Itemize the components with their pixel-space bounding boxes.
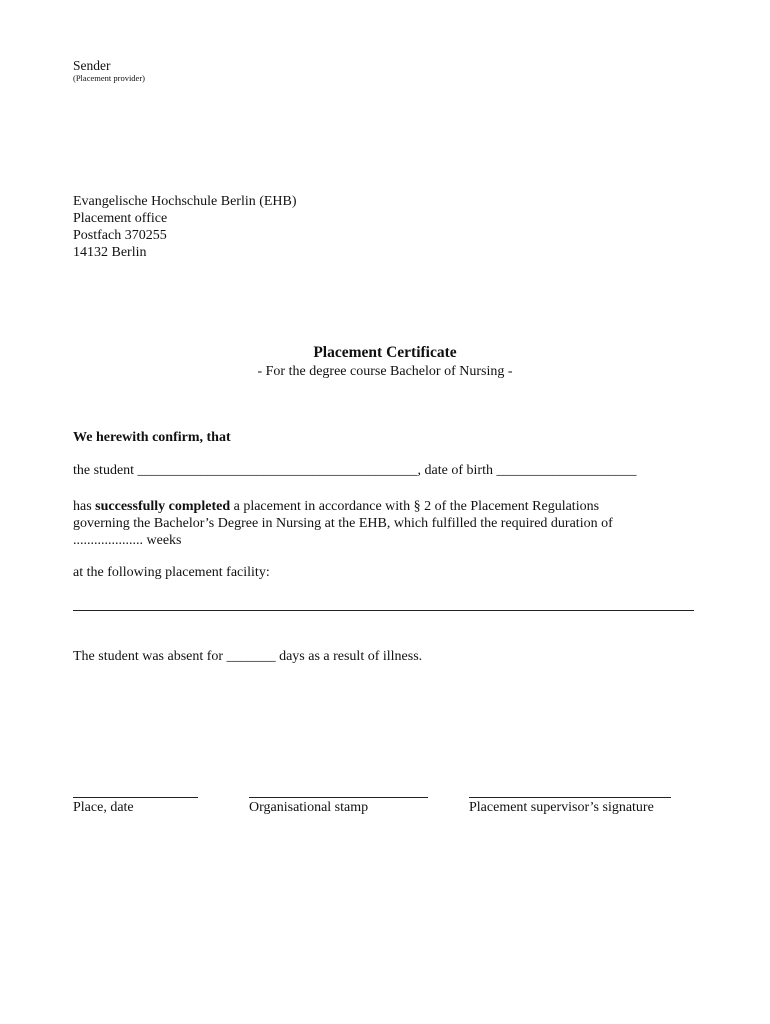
stamp-line [249, 797, 428, 798]
stamp-label: Organisational stamp [249, 800, 369, 815]
address-line-3: Postfach 370255 [73, 228, 167, 243]
paragraph-line-2: governing the Bachelor’s Degree in Nursing at the EHB, which fulfilled the required duration of [73, 516, 613, 531]
paragraph-bold: successfully completed [95, 499, 231, 514]
sender-label: Sender [73, 58, 111, 73]
supervisor-signature-label: Placement supervisor’s signature [469, 800, 654, 815]
absence-line: The student was absent for _______ days as a result of illness. [73, 649, 423, 664]
recipient-address [73, 193, 297, 261]
facility-blank-line [73, 610, 694, 611]
paragraph-line-1 [73, 498, 713, 515]
place-date-line [73, 797, 198, 798]
confirm-heading: We herewith confirm, that [73, 430, 231, 445]
completion-paragraph [73, 498, 713, 549]
paragraph-line-3: .................... weeks [73, 533, 182, 548]
document-title: Placement Certificate [313, 344, 457, 361]
paragraph-prefix: has [73, 499, 96, 514]
address-line-1: Evangelische Hochschule Berlin (EHB) [73, 194, 297, 209]
sender-sublabel: (Placement provider) [73, 73, 145, 83]
signature-line [469, 797, 671, 798]
document-subtitle: - For the degree course Bachelor of Nursing - [257, 364, 513, 379]
student-name-dob-line: the student ________________________________________, date of birth ____________________ [73, 463, 637, 478]
place-date-label: Place, date [73, 800, 134, 815]
address-line-4: 14132 Berlin [73, 245, 147, 260]
facility-label: at the following placement facility: [73, 565, 270, 580]
paragraph-rest: a placement in accordance with § 2 of the Placement Regulations [230, 499, 600, 514]
address-line-2: Placement office [73, 211, 168, 226]
